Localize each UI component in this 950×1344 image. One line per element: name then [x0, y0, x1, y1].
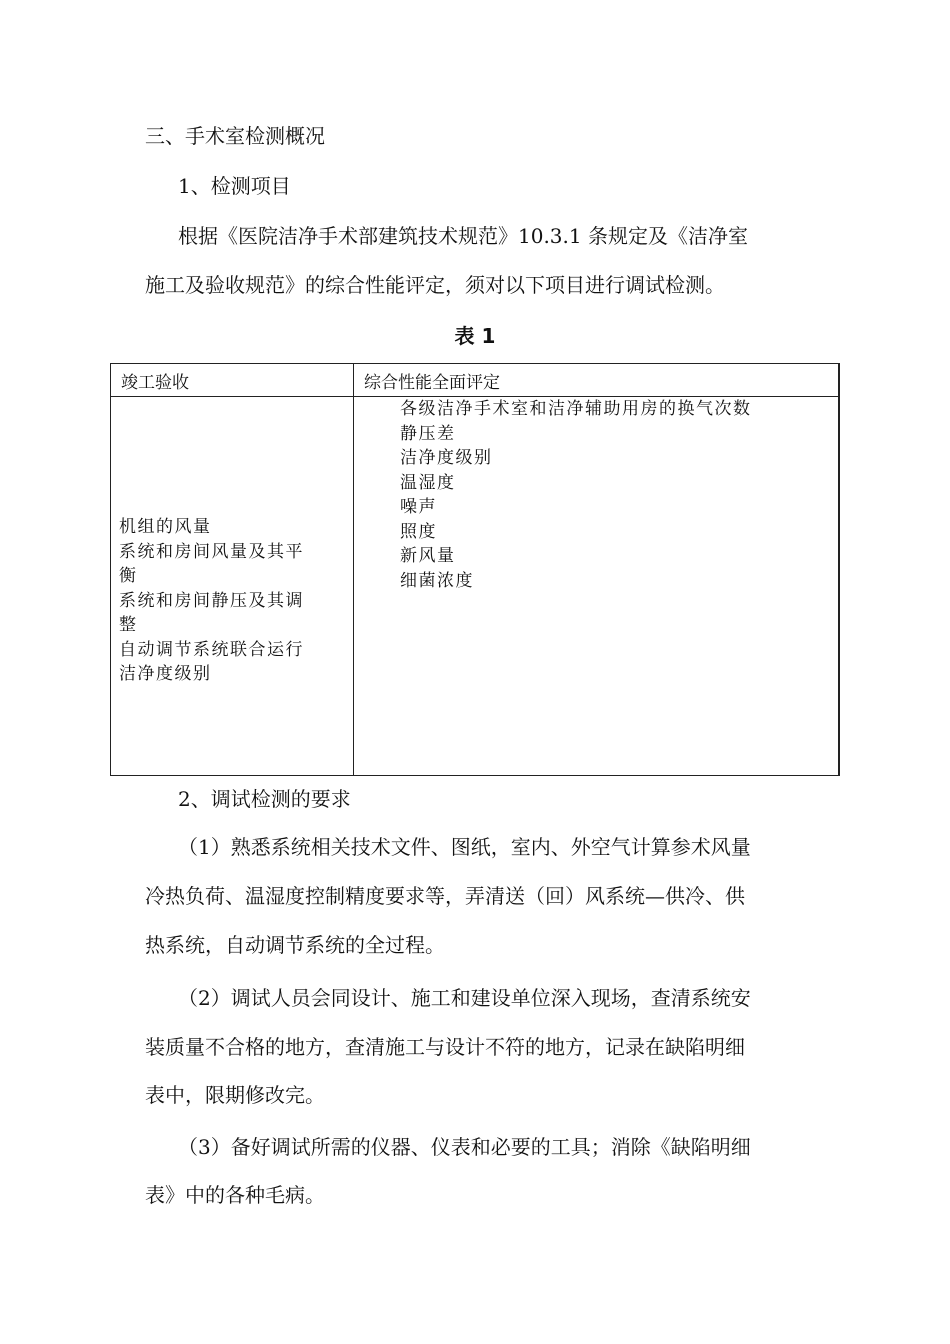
header-overall-evaluation: 综合性能全面评定: [354, 364, 840, 397]
paragraph-line: 表中，限期修改完。: [145, 1083, 325, 1107]
list-item: 洁净度级别: [119, 664, 212, 685]
list-item: 洁净度级别: [400, 448, 493, 468]
subsection-heading-1: 1、检测项目: [178, 174, 291, 198]
header-completion-acceptance: 竣工验收: [111, 364, 354, 397]
paragraph-line: （1）熟悉系统相关技术文件、图纸，室内、外空气计算参术风量: [178, 835, 751, 859]
table-right-rule: [838, 363, 840, 776]
inspection-items-table: [110, 363, 840, 776]
list-item: 机组的风量: [119, 517, 212, 538]
list-item: 各级洁净手术室和洁净辅助用房的换气次数: [400, 399, 752, 419]
paragraph-line: 表》中的各种毛病。: [145, 1183, 325, 1207]
paragraph-line: 热系统，自动调节系统的全过程。: [145, 933, 445, 957]
paragraph-line: 冷热负荷、温湿度控制精度要求等，弄清送（回）风系统—供冷、供: [145, 884, 745, 908]
list-item: 照度: [400, 521, 437, 542]
list-item: 新风量: [400, 546, 456, 566]
table-body-row: [111, 397, 840, 776]
table-header-row: [111, 364, 840, 397]
evaluation-items-cell: [354, 397, 840, 776]
completion-items-list: [119, 515, 345, 687]
evaluation-items-list: [362, 397, 831, 593]
list-item: 衡: [119, 566, 138, 587]
list-item: 整: [119, 615, 138, 636]
list-item: 细菌浓度: [400, 570, 474, 591]
list-item: 系统和房间风量及其平: [119, 541, 304, 562]
paragraph-line: （3）备好调试所需的仪器、仪表和必要的工具；消除《缺陷明细: [178, 1135, 751, 1159]
list-item: 系统和房间静压及其调: [119, 590, 304, 611]
subsection-heading-2: 2、调试检测的要求: [178, 787, 351, 811]
section-heading: 三、手术室检测概况: [145, 124, 325, 148]
list-item: 温湿度: [400, 472, 456, 493]
table-caption: 表 1: [454, 324, 496, 348]
completion-items-cell: [111, 397, 354, 776]
intro-line: 施工及验收规范》的综合性能评定，须对以下项目进行调试检测。: [145, 273, 725, 297]
paragraph-line: （2）调试人员会同设计、施工和建设单位深入现场，查清系统安: [178, 986, 751, 1010]
paragraph-line: 装质量不合格的地方，查清施工与设计不符的地方，记录在缺陷明细: [145, 1035, 745, 1059]
intro-line: 根据《医院洁净手术部建筑技术规范》10.3.1 条规定及《洁净室: [178, 224, 748, 248]
list-item: 噪声: [400, 497, 437, 517]
list-item: 静压差: [400, 423, 456, 444]
list-item: 自动调节系统联合运行: [119, 639, 304, 660]
